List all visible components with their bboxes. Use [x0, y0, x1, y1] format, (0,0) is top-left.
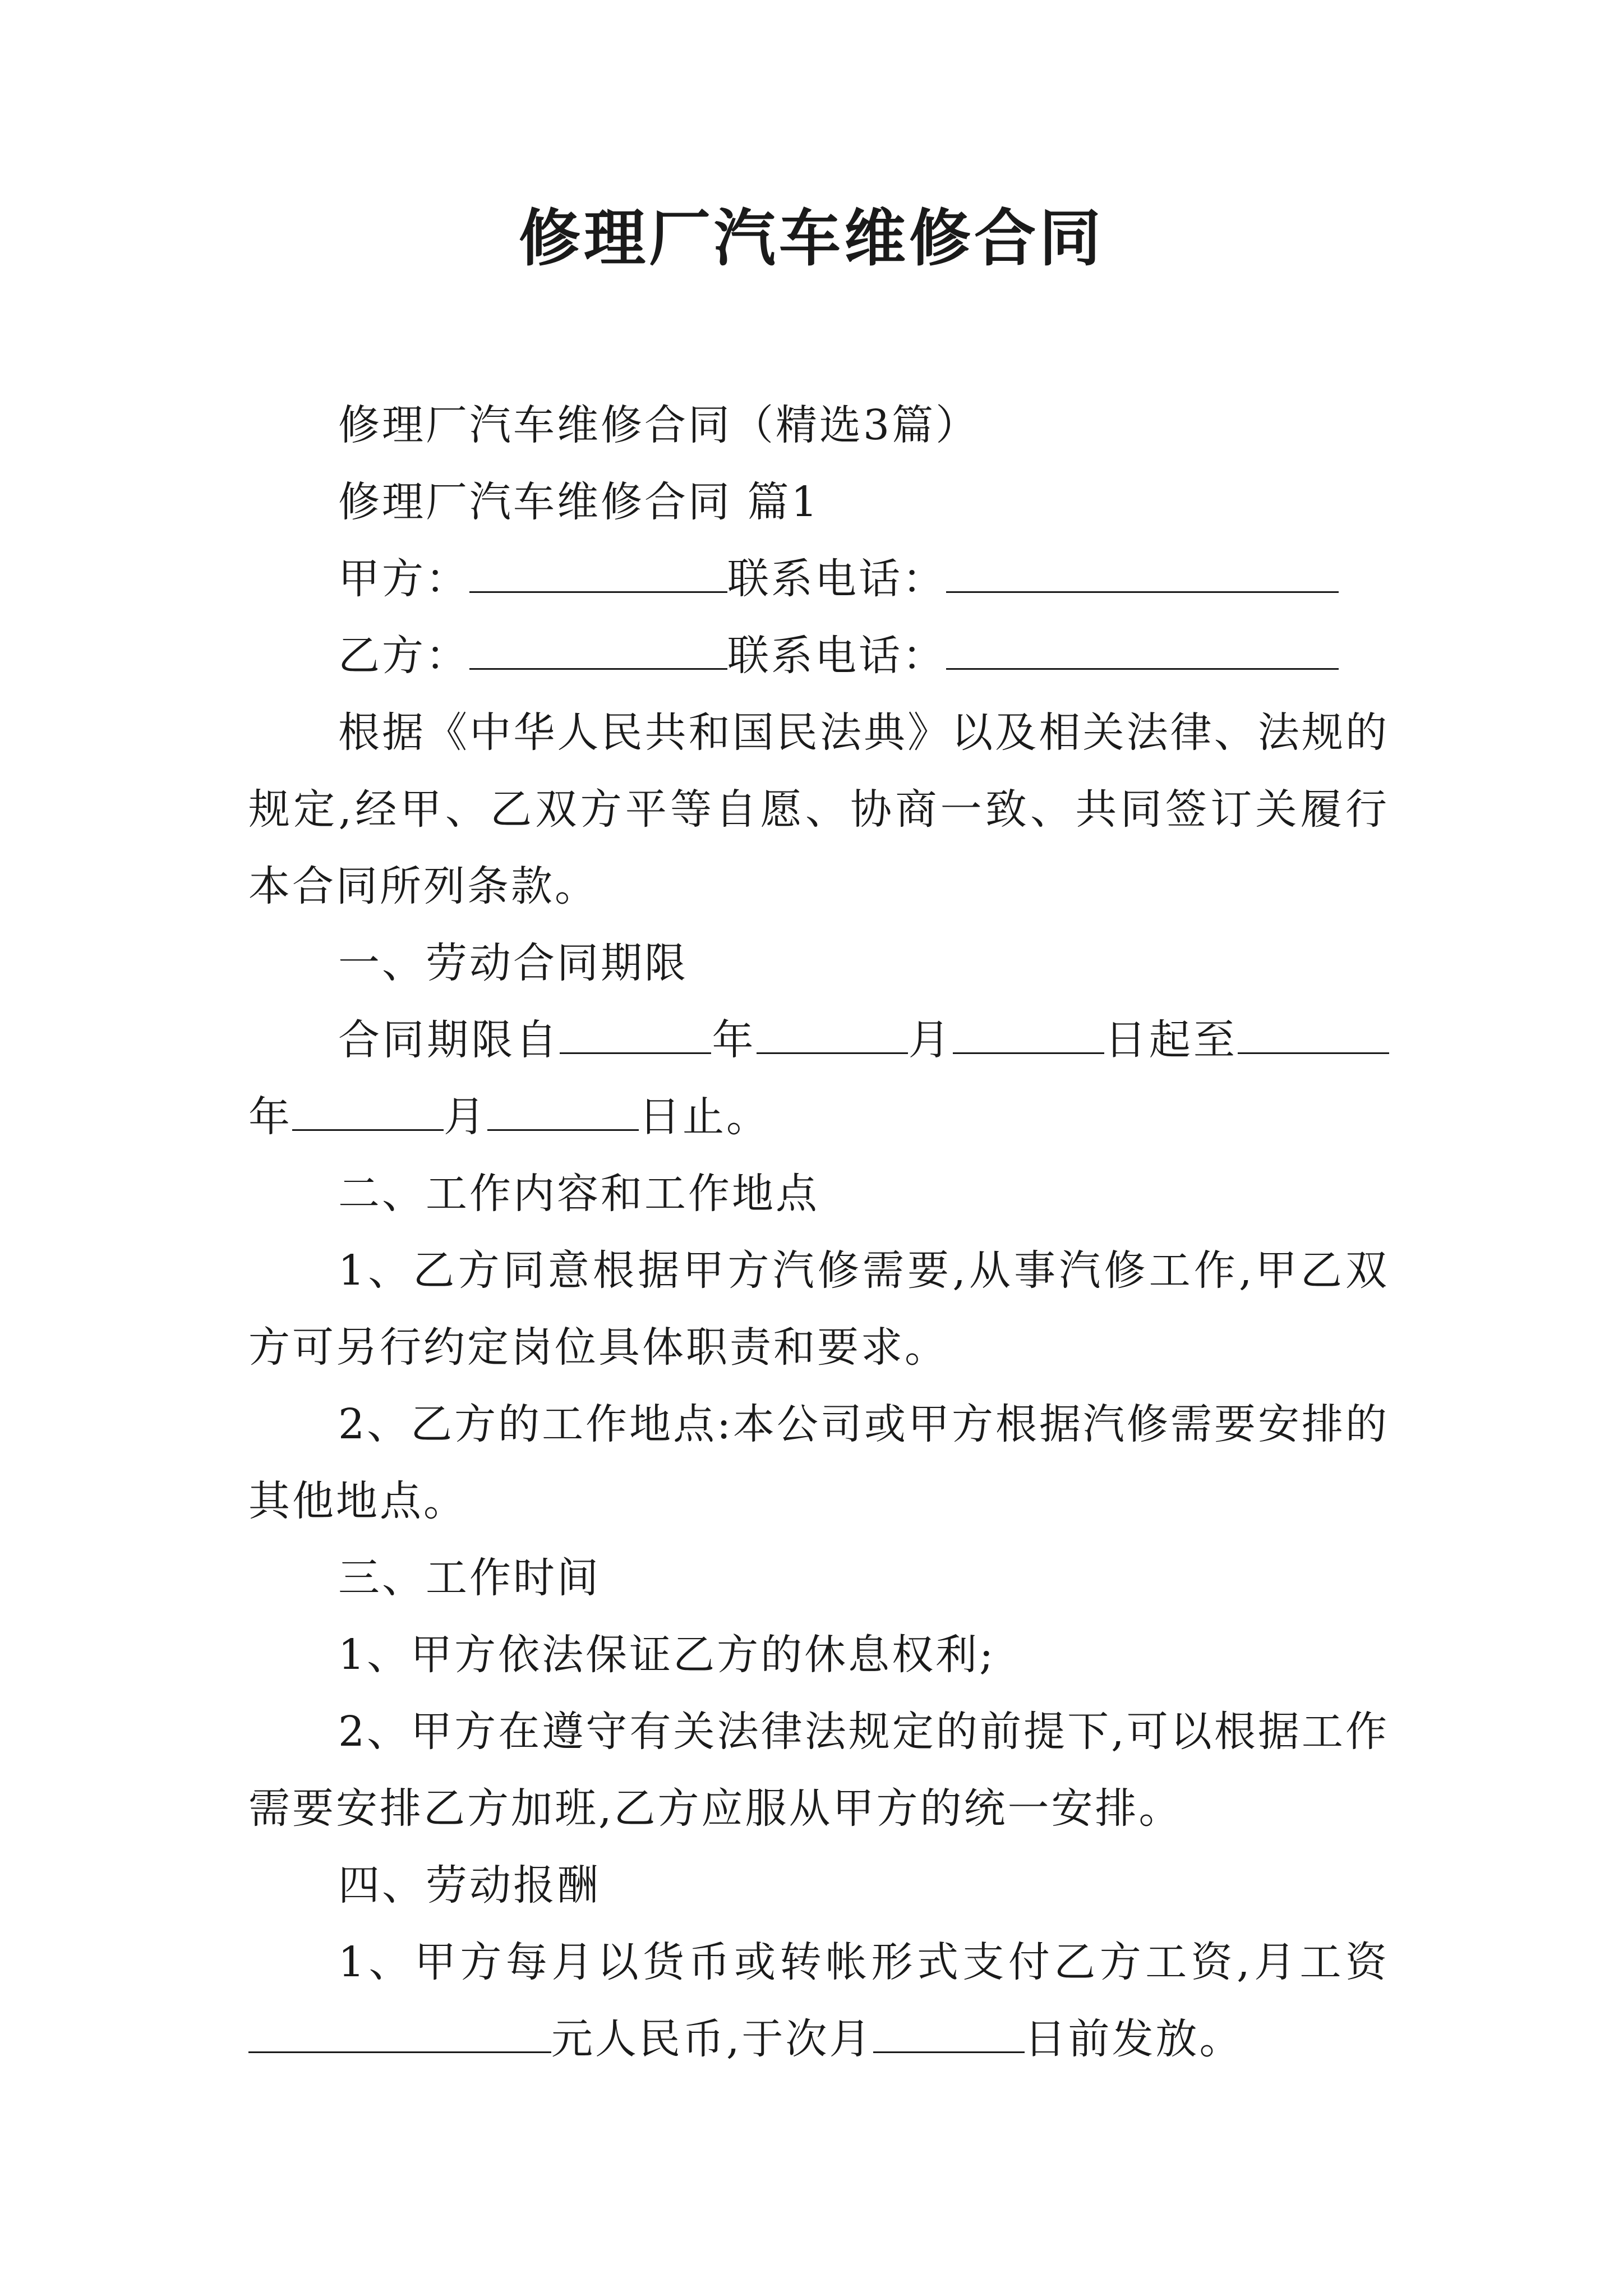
item-2-1: 1、乙方同意根据甲方汽修需要,从事汽修工作,甲乙双方可另行约定岗位具体职责和要求。: [248, 1246, 1389, 1372]
term-month-label: 月: [907, 1016, 953, 1064]
section-1-heading: 一、劳动合同期限: [338, 939, 688, 987]
term-day-from-label: 日起至: [1104, 1016, 1238, 1064]
term-day-to-label: 日止。: [639, 1093, 770, 1141]
section-3-heading: 三、工作时间: [338, 1554, 601, 1602]
item-2-2: 2、乙方的工作地点:本公司或甲方根据汽修需要安排的其他地点。: [248, 1400, 1390, 1525]
term-prefix: 合同期限自: [338, 1016, 560, 1064]
party-a-phone-blank: [946, 556, 1339, 593]
item-4-1-part-b: 元人民币,于次月: [551, 2015, 873, 2063]
document-body: [248, 387, 1389, 2078]
party-b-phone-blank: [946, 633, 1339, 670]
end-year-blank: [1238, 1018, 1389, 1054]
document-title: 修理厂汽车维修合同: [519, 202, 1104, 274]
party-b-label: 乙方：: [338, 632, 469, 680]
item-4-1-part-a: 1、甲方每月以货币或转帐形式支付乙方工资,月工资: [338, 1938, 1389, 1986]
party-b-blank: [469, 633, 727, 670]
party-b-phone-label: 联系电话：: [727, 632, 946, 680]
pay-day-blank: [873, 2017, 1025, 2053]
end-day-blank: [487, 1094, 639, 1131]
section-4-heading: 四、劳动报酬: [338, 1861, 601, 1910]
start-day-blank: [953, 1018, 1104, 1054]
party-a-phone-label: 联系电话：: [727, 555, 946, 603]
party-a-label: 甲方：: [338, 555, 469, 603]
intro-paragraph: 根据《中华人民共和国民法典》以及相关法律、法规的规定,经甲、乙双方平等自愿、协商一致、共同签订关履行本合同所列条款。: [248, 708, 1389, 910]
item-3-1: 1、甲方依法保证乙方的休息权利;: [338, 1631, 996, 1679]
subtitle: 修理厂汽车维修合同（精选3篇）: [338, 401, 980, 449]
party-a-line: [248, 541, 1389, 618]
heading-part-1: 修理厂汽车维修合同 篇1: [338, 478, 820, 526]
term-paragraph: [248, 1002, 1389, 1156]
start-month-blank: [757, 1018, 908, 1054]
term-year-label: 年: [711, 1016, 757, 1064]
section-2-heading: 二、工作内容和工作地点: [338, 1170, 819, 1218]
party-b-line: [248, 618, 1389, 694]
party-a-blank: [469, 556, 727, 593]
item-4-1: [248, 1924, 1389, 2078]
term-year-label-2: 年: [248, 1093, 292, 1141]
start-year-blank: [560, 1018, 711, 1054]
item-3-2: 2、甲方在遵守有关法律法规定的前提下,可以根据工作需要安排乙方加班,乙方应服从甲方的统一安排。: [248, 1708, 1389, 1833]
end-month-blank: [292, 1094, 444, 1131]
item-4-1-part-c: 日前发放。: [1024, 2015, 1243, 2063]
monthly-wage-blank: [248, 2017, 551, 2053]
term-month-label-2: 月: [444, 1093, 487, 1141]
